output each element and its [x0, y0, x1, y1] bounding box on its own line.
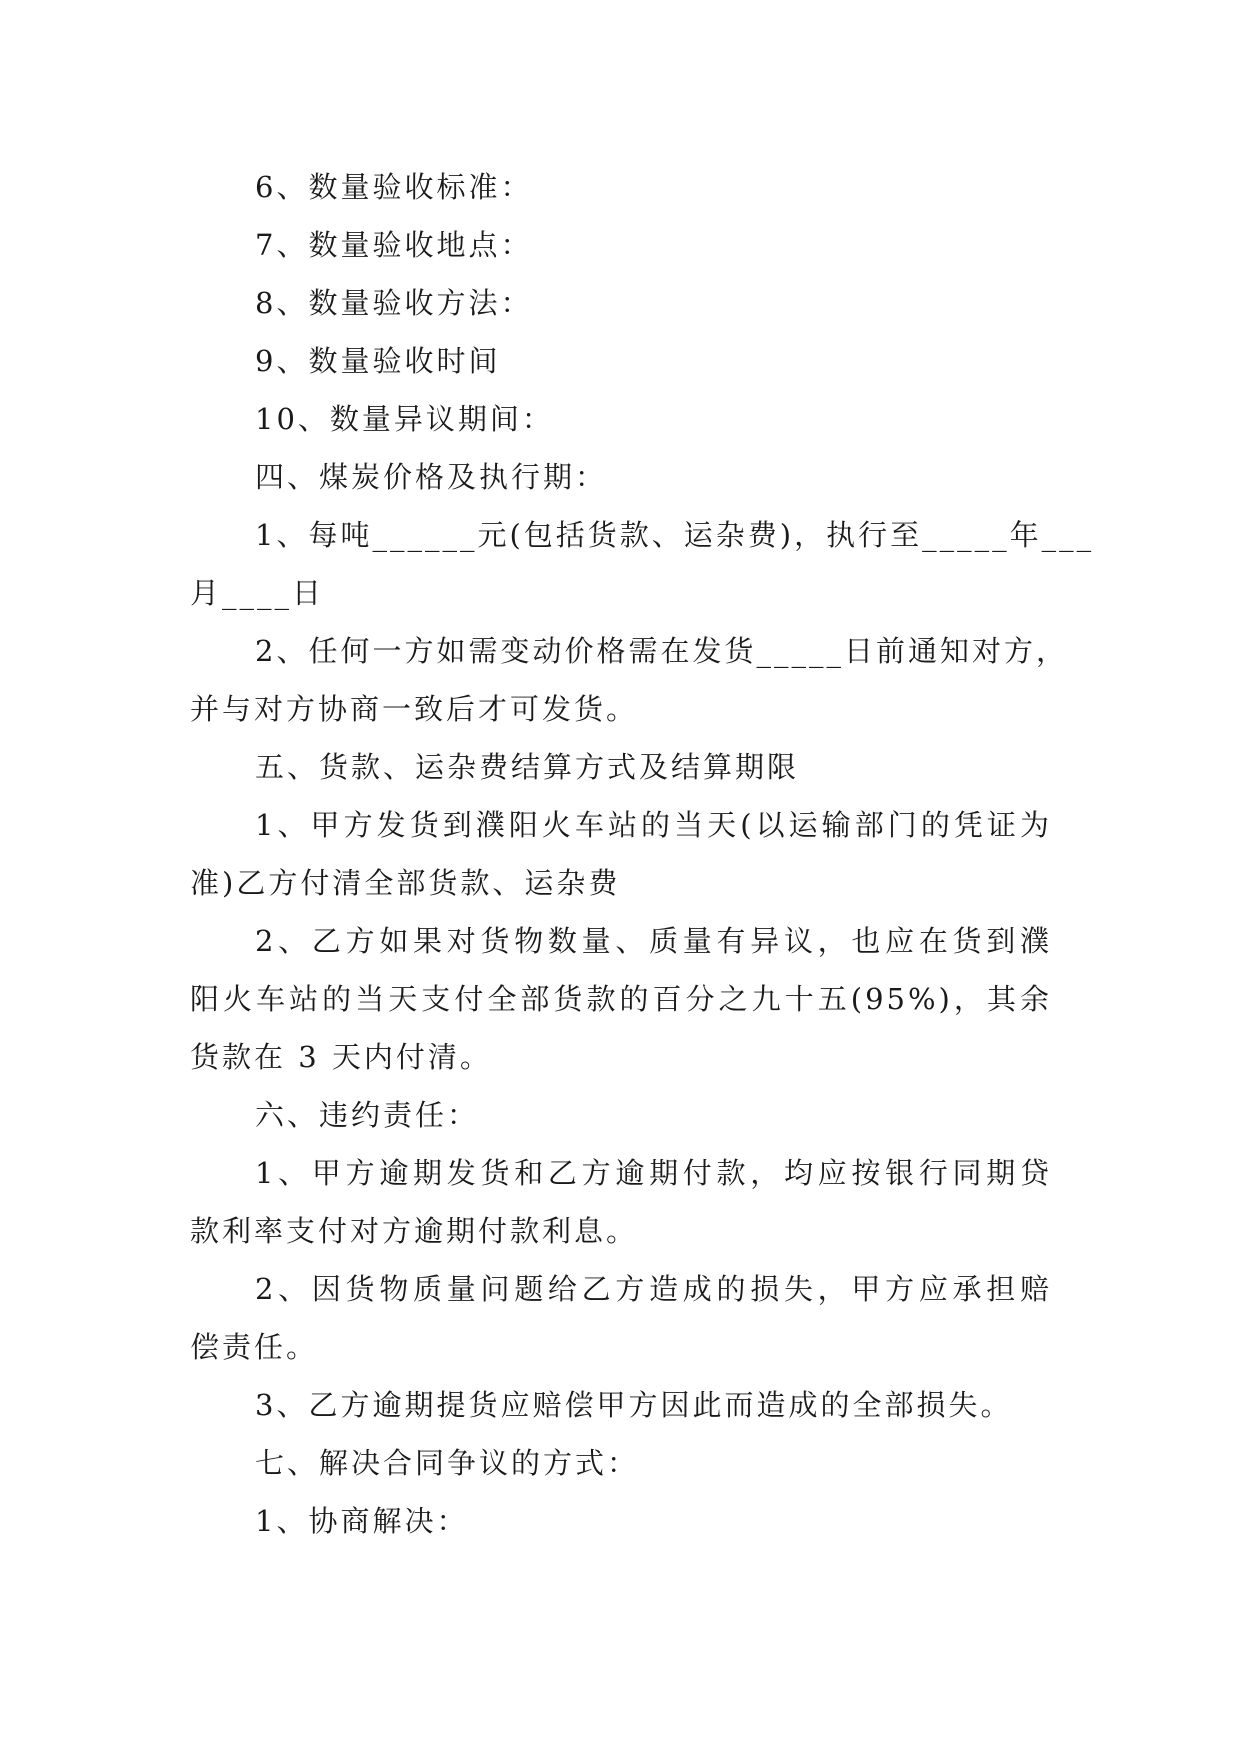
section-6-heading: 六、违约责任： [255, 1098, 480, 1132]
payment-clause-1-line-1: 1、甲方发货到濮阳火车站的当天(以运输部门的凭证为 [255, 808, 1052, 842]
section-4-heading: 四、煤炭价格及执行期： [255, 460, 608, 494]
clause-6-quantity-standard: 6、数量验收标准： [255, 170, 533, 204]
clause-10-objection-period: 10、数量异议期间： [255, 402, 554, 436]
liability-clause-2-line-2: 偿责任。 [190, 1330, 319, 1364]
price-clause-2-line-2: 并与对方协商一致后才可发货。 [190, 692, 639, 726]
price-clause-1-line-2: 月____日 [190, 576, 325, 610]
clause-9-quantity-time: 9、数量验收时间 [255, 344, 501, 378]
dispute-clause-1: 1、协商解决： [255, 1504, 469, 1538]
liability-clause-2-line-1: 2、因货物质量问题给乙方造成的损失，甲方应承担赔 [255, 1272, 1052, 1306]
payment-clause-2-line-3: 货款在 3 天内付清。 [190, 1040, 492, 1074]
clause-7-quantity-location: 7、数量验收地点： [255, 228, 533, 262]
document-body [190, 158, 1095, 1550]
clause-8-quantity-method: 8、数量验收方法： [255, 286, 533, 320]
section-7-heading: 七、解决合同争议的方式： [255, 1446, 640, 1480]
liability-clause-1-line-2: 款利率支付对方逾期付款利息。 [190, 1214, 639, 1248]
payment-clause-2-line-2: 阳火车站的当天支付全部货款的百分之九十五(95%)，其余 [190, 982, 1052, 1016]
section-5-heading: 五、货款、运杂费结算方式及结算期限 [255, 750, 800, 784]
liability-clause-1-line-1: 1、甲方逾期发货和乙方逾期付款，均应按银行同期贷 [255, 1156, 1052, 1190]
liability-clause-3: 3、乙方逾期提货应赔偿甲方因此而造成的全部损失。 [255, 1388, 1013, 1422]
price-clause-2-line-1: 2、任何一方如需变动价格需在发货_____日前通知对方， [255, 634, 1068, 668]
payment-clause-2-line-1: 2、乙方如果对货物数量、质量有异议，也应在货到濮 [255, 924, 1052, 958]
payment-clause-1-line-2: 准)乙方付清全部货款、运杂费 [190, 866, 621, 900]
price-clause-1-line-1: 1、每吨______元(包括货款、运杂费)，执行至_____年___ [255, 518, 1095, 552]
